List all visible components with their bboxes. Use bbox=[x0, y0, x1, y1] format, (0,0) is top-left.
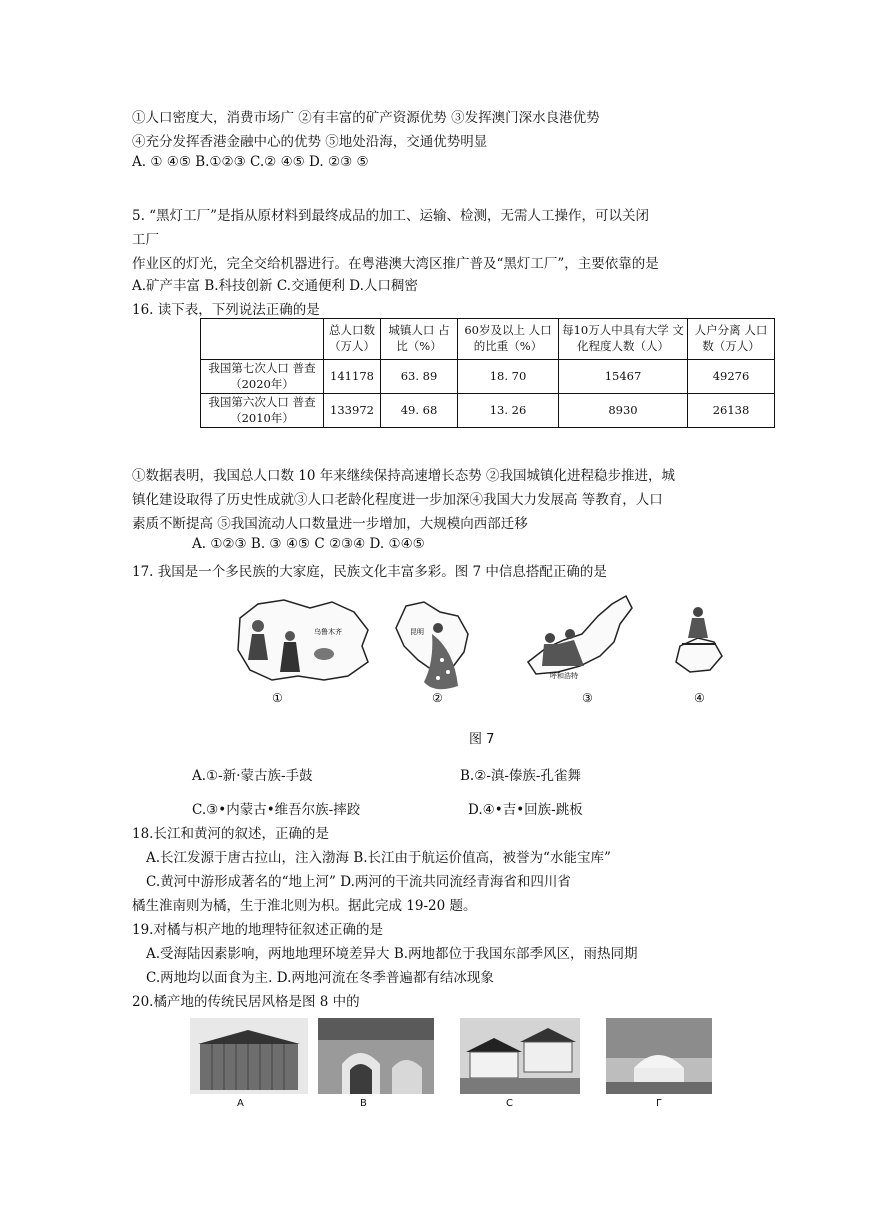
table-cell: 26138 bbox=[688, 394, 775, 428]
q16-text-2: 镇化建设取得了历史性成就③人口老龄化程度进一步加深④我国大力发展高 等教育，人口 bbox=[132, 492, 663, 508]
q19-options-2: C.两地均以面食为主. D.两地河流在冬季普遍都有结冰现象 bbox=[146, 970, 494, 986]
q17-option-c: C.③•内蒙古•维吾尔族-摔跤 bbox=[192, 802, 361, 818]
table-header: 城镇人口 占比（%） bbox=[381, 319, 458, 360]
figure-7-caption: 图 7 bbox=[469, 732, 495, 747]
figure-number: ① bbox=[272, 691, 283, 705]
table-cell: 49276 bbox=[688, 360, 775, 394]
table-cell: 49. 68 bbox=[381, 394, 458, 428]
house-photo-d bbox=[606, 1018, 712, 1094]
map-label: 呼和浩特 bbox=[550, 672, 578, 680]
house-photo-c bbox=[460, 1018, 580, 1094]
table-header: 每10万人中具有大学 文化程度人数（人） bbox=[559, 319, 688, 360]
photo-label: A bbox=[237, 1098, 244, 1109]
census-table bbox=[200, 318, 775, 428]
table-header: 60岁及以上 人口的比重（%） bbox=[458, 319, 559, 360]
q14-choices-line2: ④充分发挥香港金融中心的优势 ⑤地处沿海，交通优势明显 bbox=[132, 134, 488, 150]
q18-stem: 18.长江和黄河的叙述，正确的是 bbox=[132, 826, 329, 842]
table-cell: 18. 70 bbox=[458, 360, 559, 394]
map-label: 乌鲁木齐 bbox=[314, 628, 342, 636]
table-cell: 15467 bbox=[559, 360, 688, 394]
table-cell: 141178 bbox=[324, 360, 381, 394]
table-row bbox=[201, 360, 775, 394]
house-photo-b bbox=[318, 1018, 434, 1094]
figure-7-maps bbox=[228, 590, 728, 710]
yunnan-map bbox=[396, 602, 468, 689]
q15-stem-3: 作业区的灯光，完全交给机器进行。在粤港澳大湾区推广普及“黑灯工厂”，主要依靠的是 bbox=[132, 256, 659, 272]
q14-options: A. ① ④⑤ B.①②③ C.② ④⑤ D. ②③ ⑤ bbox=[132, 154, 369, 170]
q19-options-1: A.受海陆因素影响，两地地理环境差异大 B.两地都位于我国东部季风区，雨热同期 bbox=[146, 946, 638, 962]
table-corner-cell bbox=[201, 319, 324, 360]
table-row bbox=[201, 394, 775, 428]
table-cell: 13. 26 bbox=[458, 394, 559, 428]
q18-options-1: A.长江发源于唐古拉山，注入渤海 B.长江由于航运价值高，被誉为“水能宝库” bbox=[146, 850, 611, 866]
q15-options: A.矿产丰富 B.科技创新 C.交通便利 D.人口稠密 bbox=[132, 278, 418, 294]
q16-stem: 16. 读下表，下列说法正确的是 bbox=[132, 302, 320, 318]
q16-options: A. ①②③ B. ③ ④⑤ C ②③④ D. ①④⑤ bbox=[192, 536, 425, 552]
q17-stem: 17. 我国是一个多民族的大家庭，民族文化丰富多彩。图 7 中信息搭配正确的是 bbox=[132, 564, 607, 580]
table-cell: 133972 bbox=[324, 394, 381, 428]
q18-options-2: C.黄河中游形成著名的“地上河” D.两河的干流共同流经青海省和四川省 bbox=[146, 874, 571, 890]
map-label: 昆明 bbox=[410, 628, 424, 636]
q17-option-a: A.①-新·蒙古族-手鼓 bbox=[192, 768, 313, 784]
xinjiang-map bbox=[238, 600, 368, 680]
table-row-label: 我国第六次人口 普查（2010年） bbox=[201, 394, 324, 428]
photo-label: B bbox=[360, 1098, 367, 1109]
q14-choices-line1: ①人口密度大，消费市场广 ②有丰富的矿产资源优势 ③发挥澳门深水良港优势 bbox=[132, 110, 600, 126]
q16-text-1: ①数据表明，我国总人口数 10 年来继续保持高速增长态势 ②我国城镇化进程稳步推进，城 bbox=[132, 468, 676, 484]
q19-stem: 19.对橘与枳产地的地理特征叙述正确的是 bbox=[132, 922, 383, 938]
figure-number: ② bbox=[432, 691, 443, 705]
house-photo-a bbox=[190, 1018, 308, 1094]
q16-text-3: 素质不断提高 ⑤我国流动人口数量进一步增加，大规模向西部迁移 bbox=[132, 516, 528, 532]
figure-number: ③ bbox=[582, 691, 593, 705]
q15-stem-2: 工厂 bbox=[132, 232, 159, 248]
photo-label: C bbox=[506, 1098, 513, 1109]
table-header-row bbox=[201, 319, 775, 360]
q20-stem: 20.橘产地的传统民居风格是图 8 中的 bbox=[132, 994, 360, 1010]
table-header: 总人口数（万人） bbox=[324, 319, 381, 360]
q17-option-b: B.②-滇-傣族-孔雀舞 bbox=[460, 768, 581, 784]
jilin-map bbox=[676, 607, 722, 672]
table-cell: 63. 89 bbox=[381, 360, 458, 394]
inner-mongolia-map bbox=[528, 596, 632, 680]
q15-stem-1: 5. “黑灯工厂”是指从原材料到最终成品的加工、运输、检测，无需人工操作，可以关闭 bbox=[132, 208, 649, 224]
figure-number: ④ bbox=[694, 691, 705, 705]
q17-option-d: D.④•吉•回族-跳板 bbox=[468, 802, 583, 818]
table-header: 人户分离 人口数（万人） bbox=[688, 319, 775, 360]
q19-20-passage: 橘生淮南则为橘，生于淮北则为枳。据此完成 19-20 题。 bbox=[132, 898, 477, 914]
table-cell: 8930 bbox=[559, 394, 688, 428]
photo-label: Γ bbox=[656, 1098, 662, 1109]
table-row-label: 我国第七次人口 普查（2020年） bbox=[201, 360, 324, 394]
